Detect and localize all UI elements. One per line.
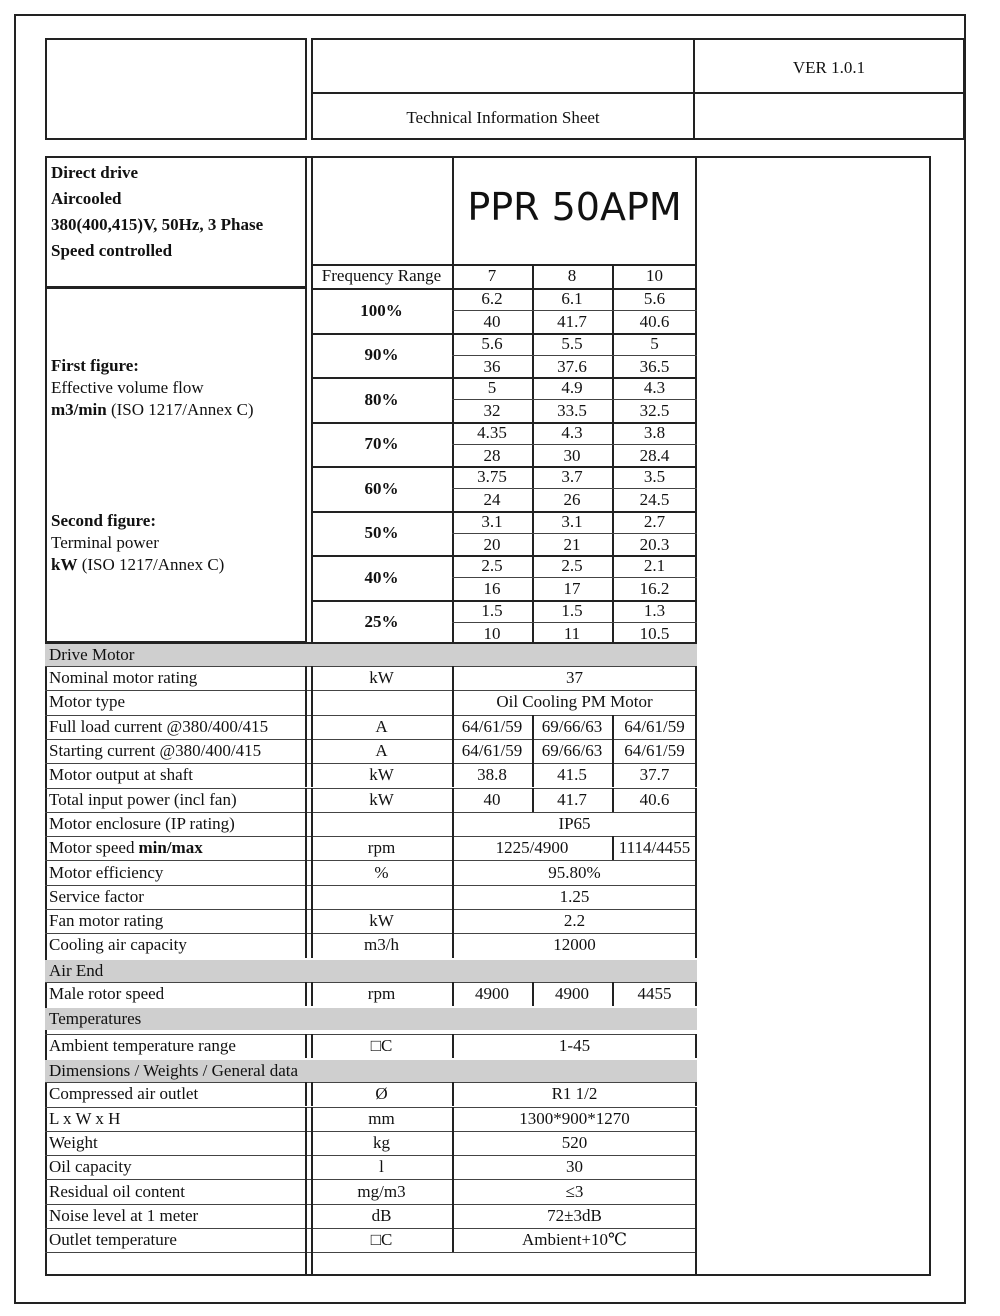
terminal-power-value: 32 — [483, 401, 501, 420]
volume-flow-value: 2.1 — [643, 556, 666, 575]
row-value-left — [452, 1228, 454, 1252]
volume-flow-value: 4.35 — [477, 422, 507, 442]
row-unit-divider — [311, 885, 313, 909]
terminal-power-value: 16 — [483, 579, 501, 598]
row-label — [45, 739, 307, 763]
row-right — [695, 1131, 697, 1155]
terminal-power-value: 40 — [483, 312, 501, 331]
row-unit: m3/h — [364, 935, 399, 955]
volume-flow-value: 5.6 — [481, 333, 503, 353]
row-unit — [311, 690, 452, 714]
row-unit-divider — [311, 1179, 313, 1203]
row-label — [45, 860, 307, 884]
volume-flow-value: 4.3 — [643, 378, 666, 397]
row-value-left — [452, 1082, 454, 1106]
volume-flow-value: 5 — [487, 378, 497, 397]
row-unit-divider — [311, 860, 313, 884]
row-label-divider — [305, 933, 307, 957]
terminal-power-value: 28.4 — [639, 445, 670, 465]
row-value-divider — [532, 715, 534, 739]
row-right — [695, 666, 697, 690]
row-label-text: L x W x H — [49, 1108, 121, 1128]
row-label — [45, 1107, 307, 1131]
row-value-left — [452, 1179, 454, 1203]
first-figure-note — [51, 355, 301, 421]
row-value-left — [452, 1155, 454, 1179]
volume-flow-value: 3.75 — [477, 467, 507, 486]
row-right — [695, 739, 697, 763]
row-value: 40 — [483, 789, 501, 809]
row-label — [45, 1034, 307, 1058]
row-unit: kW — [369, 668, 394, 688]
row-value-divider — [612, 739, 614, 763]
row-value-divider — [612, 763, 614, 787]
section-temperatures: Temperatures — [45, 1008, 697, 1030]
row-value-left — [452, 715, 454, 739]
row-right — [695, 715, 697, 739]
table-bottom-line — [45, 1252, 697, 1253]
row-label-divider — [305, 1082, 307, 1106]
spec-line-cooling: Aircooled — [51, 189, 122, 208]
volume-flow-value: 1.5 — [481, 600, 503, 620]
row-unit: Ø — [375, 1084, 388, 1104]
row-unit: l — [379, 1157, 384, 1177]
row-unit-divider — [311, 1107, 313, 1131]
terminal-power-value: 20.3 — [639, 534, 670, 554]
row-unit-divider — [311, 982, 313, 1006]
row-right — [695, 933, 697, 957]
first-figure-unit-line — [51, 399, 301, 421]
row-label-text: Motor type — [49, 692, 126, 712]
terminal-power-value: 36 — [483, 356, 501, 376]
row-unit-divider — [311, 933, 313, 957]
freq-range-label: Frequency Range — [321, 266, 442, 285]
row-label-text: Motor speed — [49, 838, 135, 858]
row-value: 69/66/63 — [541, 741, 603, 761]
row-label — [45, 909, 307, 933]
terminal-power-value: 26 — [563, 490, 581, 509]
row-value: 37 — [566, 668, 583, 688]
row-unit-divider — [311, 763, 313, 787]
second-figure-unit-line — [51, 554, 301, 576]
row-unit: mg/m3 — [357, 1181, 406, 1201]
terminal-power-value: 30 — [563, 445, 581, 465]
row-label — [45, 1228, 307, 1252]
row-label-text: Ambient temperature range — [49, 1036, 236, 1056]
row-label — [45, 1155, 307, 1179]
terminal-power-value: 24.5 — [639, 490, 670, 509]
row-value-left — [452, 860, 454, 884]
row-value-left — [452, 885, 454, 909]
first-figure-title: First figure: — [51, 356, 139, 375]
row-unit: rpm — [367, 838, 396, 858]
row-right — [695, 860, 697, 884]
row-right — [695, 885, 697, 909]
second-figure-note — [51, 510, 301, 576]
row-value: 64/61/59 — [461, 716, 523, 736]
row-label — [45, 1131, 307, 1155]
row-value-left — [452, 982, 454, 1006]
row-value-left — [452, 1204, 454, 1228]
load-percent: 25% — [364, 612, 399, 631]
first-figure-std: (ISO 1217/Annex C) — [106, 400, 254, 419]
row-label-divider — [305, 715, 307, 739]
row-value-left — [452, 1034, 454, 1058]
row-right — [695, 836, 697, 860]
row-label-text: Oil capacity — [49, 1157, 132, 1177]
row-label-divider — [305, 812, 307, 836]
row-unit-divider — [311, 909, 313, 933]
row-label-bold: min/max — [138, 838, 203, 858]
row-label-divider — [305, 1228, 307, 1252]
load-percent: 50% — [364, 523, 399, 542]
row-value-divider — [612, 788, 614, 812]
row-value: IP65 — [558, 813, 591, 833]
row-value-left — [452, 909, 454, 933]
volume-flow-value: 4.9 — [561, 378, 583, 397]
row-value-divider — [532, 982, 534, 1006]
row-unit: A — [375, 716, 388, 736]
row-label — [45, 982, 307, 1006]
row-label-text: Residual oil content — [49, 1181, 185, 1201]
row-unit: dB — [371, 1205, 392, 1225]
notes-box — [45, 287, 307, 643]
row-label-divider — [305, 1107, 307, 1131]
row-value: 95.80% — [548, 862, 601, 882]
row-value-divider — [612, 982, 614, 1006]
second-figure-title: Second figure: — [51, 511, 156, 530]
row-right — [695, 1155, 697, 1179]
row-value: 40.6 — [639, 789, 670, 809]
row-right — [695, 812, 697, 836]
row-unit: mm — [368, 1108, 395, 1128]
row-unit: kW — [369, 765, 394, 785]
row-unit-divider — [311, 812, 313, 836]
row-label-divider — [305, 763, 307, 787]
second-figure-unit: kW — [51, 555, 78, 574]
row-value-divider — [612, 715, 614, 739]
terminal-power-value: 24 — [483, 490, 501, 509]
row-value: 37.7 — [639, 765, 670, 785]
row-value-left — [452, 1131, 454, 1155]
row-value: 1-45 — [558, 1036, 591, 1056]
row-unit — [311, 812, 452, 836]
row-value: 64/61/59 — [624, 741, 685, 761]
row-value-left — [452, 836, 454, 860]
volume-flow-value: 5 — [650, 333, 659, 353]
row-label-divider — [305, 690, 307, 714]
row-label-text: Nominal motor rating — [49, 668, 198, 688]
freq-value: 10 — [646, 266, 663, 285]
terminal-power-value: 40.6 — [639, 312, 670, 331]
spec-line-control: Speed controlled — [51, 241, 173, 260]
model-title: PPR 50APM — [467, 185, 682, 229]
spec-line-voltage: 380(400,415)V, 50Hz, 3 Phase — [51, 215, 264, 234]
row-label-text: Total input power (incl fan) — [49, 789, 237, 809]
row-unit-divider — [311, 1228, 313, 1252]
row-label — [45, 763, 307, 787]
row-unit: kW — [369, 789, 394, 809]
row-unit: A — [375, 741, 388, 761]
volume-flow-value: 3.8 — [643, 422, 666, 442]
row-value: 41.5 — [557, 765, 587, 785]
row-unit-divider — [311, 1131, 313, 1155]
row-label-divider — [305, 1155, 307, 1179]
row-value: 1300*900*1270 — [519, 1108, 630, 1128]
row-label — [45, 666, 307, 690]
version-text: VER 1.0.1 — [792, 58, 866, 77]
row-right — [695, 982, 697, 1006]
row-value-left — [452, 933, 454, 957]
row-value: 1114/4455 — [618, 838, 691, 858]
row-label-text: Cooling air capacity — [49, 935, 187, 955]
volume-flow-value: 2.5 — [481, 556, 503, 575]
row-value: 72±3dB — [547, 1205, 602, 1225]
header-logo-box — [45, 38, 307, 140]
row-value: 41.7 — [557, 789, 587, 809]
terminal-power-value: 36.5 — [639, 356, 670, 376]
second-figure-desc: Terminal power — [51, 533, 159, 552]
row-label — [45, 788, 307, 812]
row-unit — [311, 885, 452, 909]
row-label-text: Noise level at 1 meter — [49, 1205, 199, 1225]
row-label-text: Male rotor speed — [49, 983, 165, 1003]
row-label-divider — [305, 836, 307, 860]
row-right — [695, 1082, 697, 1106]
row-value: 2.2 — [563, 911, 586, 931]
row-label — [45, 812, 307, 836]
row-value-left — [452, 666, 454, 690]
section-air-end: Air End — [45, 960, 697, 982]
row-label — [45, 885, 307, 909]
row-value: Ambient+10℃ — [521, 1230, 628, 1250]
row-label — [45, 1204, 307, 1228]
load-percent: 100% — [360, 300, 403, 320]
terminal-power-value: 32.5 — [639, 401, 670, 420]
row-label-text: Outlet temperature — [49, 1230, 177, 1250]
row-label-text: Compressed air outlet — [49, 1084, 199, 1104]
row-label-divider — [305, 885, 307, 909]
spec-lines — [51, 160, 301, 264]
row-value-left — [452, 812, 454, 836]
load-percent: 70% — [364, 434, 399, 453]
first-figure-desc: Effective volume flow — [51, 378, 204, 397]
terminal-power-value: 17 — [563, 579, 581, 598]
row-label-divider — [305, 788, 307, 812]
row-right — [695, 1034, 697, 1058]
row-right — [695, 1228, 697, 1252]
row-value-divider — [532, 763, 534, 787]
row-value: 1.25 — [559, 886, 590, 906]
row-unit-divider — [311, 788, 313, 812]
terminal-power-value: 16.2 — [639, 579, 670, 598]
row-label-divider — [305, 1131, 307, 1155]
row-right — [695, 1107, 697, 1131]
row-value: Oil Cooling PM Motor — [496, 692, 653, 712]
row-label-divider — [305, 1179, 307, 1203]
row-label — [45, 715, 307, 739]
first-figure-unit: m3/min — [51, 400, 107, 419]
header-divider-horizontal — [311, 92, 965, 94]
volume-flow-value: 6.2 — [481, 289, 503, 308]
row-value-divider — [612, 836, 614, 860]
row-right — [695, 1179, 697, 1203]
row-unit: kW — [369, 911, 394, 931]
row-value: 4900 — [555, 983, 589, 1003]
row-unit-divider — [311, 739, 313, 763]
row-value-left — [452, 739, 454, 763]
row-label-text: Motor efficiency — [49, 862, 164, 882]
row-value: 4900 — [475, 983, 509, 1003]
row-label-text: Starting current @380/400/415 — [49, 741, 262, 761]
row-label-text: Weight — [49, 1132, 98, 1152]
tail-label-divider — [305, 1252, 307, 1276]
row-value: R1 1/2 — [551, 1084, 598, 1104]
row-label-divider — [305, 982, 307, 1006]
load-percent: 80% — [364, 389, 399, 409]
volume-flow-value: 5.6 — [643, 289, 666, 308]
section-dimensions: Dimensions / Weights / General data — [45, 1060, 697, 1082]
row-label-text: Fan motor rating — [49, 911, 164, 931]
terminal-power-value: 28 — [483, 445, 501, 465]
row-label-text: Motor enclosure (IP rating) — [49, 813, 235, 833]
row-label-divider — [305, 1204, 307, 1228]
terminal-power-value: 11 — [563, 623, 581, 643]
load-percent: 40% — [364, 567, 399, 587]
row-value: 64/61/59 — [461, 741, 523, 761]
row-value: 38.8 — [477, 765, 507, 785]
row-unit-divider — [311, 1082, 313, 1106]
row-label — [45, 933, 307, 957]
row-unit: rpm — [367, 983, 396, 1003]
row-unit: kg — [373, 1132, 390, 1152]
row-label-divider — [305, 1034, 307, 1058]
volume-flow-value: 3.1 — [481, 511, 503, 531]
row-value-divider — [532, 739, 534, 763]
terminal-power-value: 10 — [483, 623, 501, 643]
row-label — [45, 690, 307, 714]
row-right — [695, 788, 697, 812]
row-label-divider — [305, 909, 307, 933]
row-unit-divider — [311, 1034, 313, 1058]
freq-value: 8 — [567, 266, 577, 285]
load-percent: 60% — [364, 478, 399, 498]
tail-unit-divider — [311, 1252, 313, 1276]
row-value: 1225/4900 — [495, 838, 569, 858]
freq-value: 7 — [487, 266, 497, 285]
row-unit-divider — [311, 690, 313, 714]
row-unit-divider — [311, 715, 313, 739]
spec-line-drive: Direct drive — [51, 163, 139, 182]
row-label — [45, 1179, 307, 1203]
sheet-title: Technical Information Sheet — [406, 108, 600, 127]
row-value: 64/61/59 — [624, 716, 685, 736]
volume-flow-value: 3.5 — [643, 467, 666, 486]
row-label — [45, 1082, 307, 1106]
row-label-text: Service factor — [49, 886, 144, 906]
row-right — [695, 909, 697, 933]
second-figure-std: (ISO 1217/Annex C) — [77, 555, 225, 574]
volume-flow-value: 2.5 — [561, 556, 583, 575]
tail-right — [695, 1252, 697, 1276]
row-unit: % — [374, 862, 389, 882]
terminal-power-value: 33.5 — [557, 401, 587, 420]
row-right — [695, 690, 697, 714]
volume-flow-value: 6.1 — [561, 289, 583, 308]
row-value-divider — [532, 788, 534, 812]
terminal-power-value: 21 — [563, 534, 581, 554]
row-value: 69/66/63 — [541, 716, 603, 736]
row-unit-divider — [311, 666, 313, 690]
volume-flow-value: 3.7 — [561, 467, 583, 486]
volume-flow-value: 2.7 — [643, 511, 666, 531]
row-unit: □C — [370, 1036, 393, 1056]
row-value-left — [452, 1107, 454, 1131]
row-value: ≤3 — [565, 1181, 584, 1201]
terminal-power-value: 20 — [483, 534, 501, 554]
volume-flow-value: 4.3 — [561, 422, 583, 442]
row-label-text: Full load current @380/400/415 — [49, 716, 269, 736]
row-unit: □C — [370, 1230, 393, 1250]
volume-flow-value: 5.5 — [561, 333, 583, 353]
row-right — [695, 763, 697, 787]
row-value-left — [452, 788, 454, 812]
row-value-left — [452, 690, 454, 714]
row-label-divider — [305, 739, 307, 763]
row-unit-divider — [311, 836, 313, 860]
row-value: 520 — [561, 1132, 588, 1152]
row-unit-divider — [311, 1204, 313, 1228]
row-value-left — [452, 763, 454, 787]
row-label-divider — [305, 666, 307, 690]
volume-flow-value: 3.1 — [561, 511, 583, 531]
row-unit-divider — [311, 1155, 313, 1179]
row-value: 12000 — [553, 935, 596, 955]
row-value: 30 — [566, 1157, 583, 1177]
terminal-power-value: 41.7 — [557, 312, 587, 331]
row-label-divider — [305, 860, 307, 884]
row-right — [695, 1204, 697, 1228]
load-percent: 90% — [364, 345, 399, 364]
terminal-power-value: 10.5 — [639, 623, 670, 643]
terminal-power-value: 37.6 — [557, 356, 587, 376]
section-drive-motor: Drive Motor — [45, 644, 697, 666]
row-label-text: Motor output at shaft — [49, 765, 194, 785]
volume-flow-value: 1.3 — [643, 600, 666, 620]
row-value: 4455 — [637, 983, 672, 1003]
volume-flow-value: 1.5 — [561, 600, 583, 620]
row-label — [45, 836, 307, 860]
